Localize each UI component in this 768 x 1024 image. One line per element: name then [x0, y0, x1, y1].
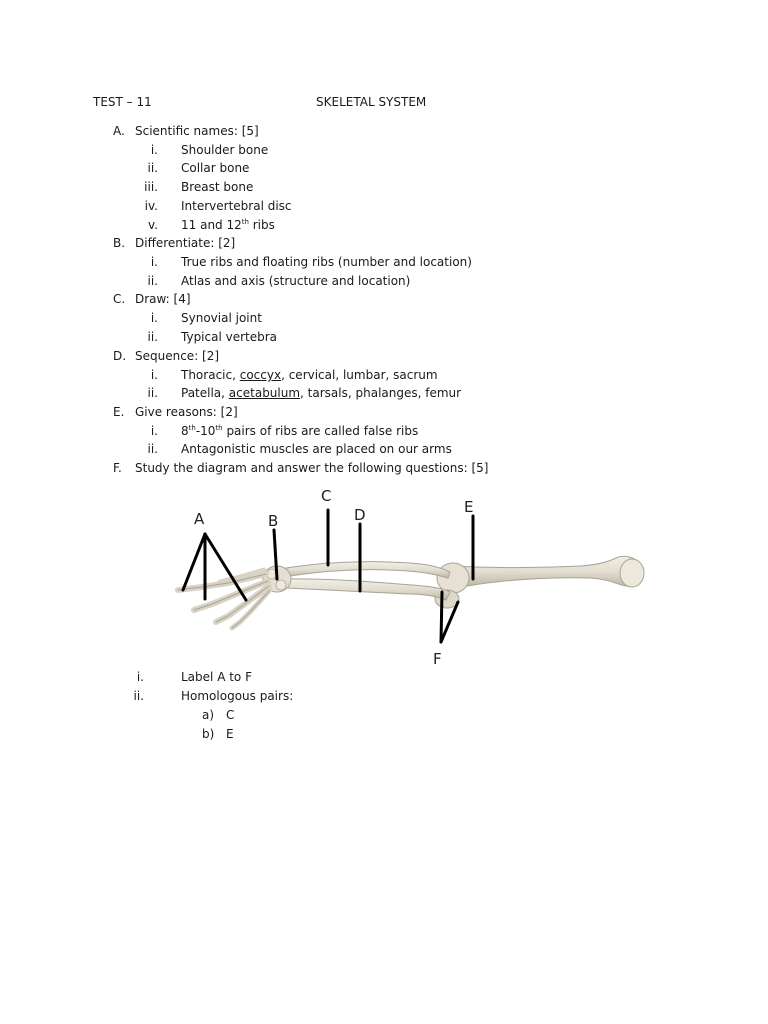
diagram-label-f: F	[433, 650, 442, 668]
question-item	[181, 217, 275, 233]
section-title: Study the diagram and answer the following questions: [5]	[135, 461, 489, 475]
section-title: Give reasons: [2]	[135, 405, 238, 419]
item-text: , cervical, lumbar, sacrum	[281, 368, 438, 382]
sub-item: C	[226, 708, 235, 722]
ulna-bone	[282, 579, 450, 600]
underlined-word: coccyx	[239, 368, 282, 382]
question-item: Shoulder bone	[181, 143, 269, 157]
diagram-label-d: D	[354, 506, 366, 524]
section-title: Sequence: [2]	[135, 349, 220, 363]
carpal-bone	[276, 580, 286, 590]
underlined-word: acetabulum	[228, 386, 301, 400]
item-number: ii.	[147, 161, 158, 175]
arm-bones-illustration	[150, 482, 660, 670]
question-item: Label A to F	[181, 670, 252, 684]
question-item: Homologous pairs:	[181, 689, 294, 703]
item-text: Patella,	[181, 386, 229, 400]
test-number: TEST – 11	[93, 95, 152, 109]
section-title: Draw: [4]	[135, 292, 191, 306]
elbow-joint	[437, 563, 469, 593]
question-item: Atlas and axis (structure and location)	[181, 274, 411, 288]
diagram-label-c: C	[321, 487, 332, 505]
test-subject: SKELETAL SYSTEM	[316, 95, 427, 109]
item-number: ii.	[133, 689, 144, 703]
item-number: ii.	[147, 442, 158, 456]
item-number: iii.	[144, 180, 158, 194]
section-title: Scientific names: [5]	[135, 124, 259, 138]
section-letter: D.	[113, 349, 127, 363]
section-letter: F.	[113, 461, 122, 475]
radius-bone	[280, 562, 450, 578]
superscript: th	[241, 218, 249, 226]
item-number: ii.	[147, 274, 158, 288]
item-number: v.	[148, 218, 158, 232]
item-number: i.	[150, 368, 158, 382]
item-text: 8	[181, 424, 189, 438]
label-pointer-lines	[183, 510, 473, 642]
question-item: Breast bone	[181, 180, 254, 194]
item-number: ii.	[147, 330, 158, 344]
section-letter: E.	[113, 405, 125, 419]
item-text: ribs	[248, 218, 275, 232]
question-item: Intervertebral disc	[181, 199, 292, 213]
item-number: i.	[150, 255, 158, 269]
question-item: Collar bone	[181, 161, 250, 175]
item-text: 11 and 12	[181, 218, 242, 232]
question-item: Synovial joint	[181, 311, 262, 325]
item-number: i.	[150, 311, 158, 325]
sub-item: E	[226, 727, 234, 741]
question-item: True ribs and floating ribs (number and location)	[181, 255, 472, 269]
humerus-bone	[449, 556, 643, 586]
section-letter: C.	[113, 292, 126, 306]
diagram-label-e: E	[464, 498, 474, 516]
arm-skeleton-diagram	[150, 482, 660, 670]
section-letter: B.	[113, 236, 126, 250]
item-number: i.	[150, 424, 158, 438]
section-title: Differentiate: [2]	[135, 236, 236, 250]
item-text: Thoracic,	[181, 368, 240, 382]
question-item	[181, 385, 461, 401]
question-item: Typical vertebra	[181, 330, 278, 344]
question-item: Antagonistic muscles are placed on our arms	[181, 442, 452, 456]
sub-item-number: a)	[202, 708, 215, 722]
item-number: i.	[136, 670, 144, 684]
item-number: ii.	[147, 386, 158, 400]
item-text: , tarsals, phalanges, femur	[300, 386, 462, 400]
superscript: th	[188, 424, 196, 432]
question-item	[181, 423, 418, 439]
sub-item-number: b)	[202, 727, 215, 741]
item-text: -10	[195, 424, 216, 438]
question-item	[181, 367, 438, 383]
section-letter: A.	[113, 124, 125, 138]
item-number: iv.	[144, 199, 158, 213]
item-number: i.	[150, 143, 158, 157]
item-text: pairs of ribs are called false ribs	[222, 424, 419, 438]
humerus-head	[620, 559, 644, 587]
diagram-label-b: B	[268, 512, 279, 530]
diagram-label-a: A	[194, 510, 205, 528]
superscript: th	[215, 424, 223, 432]
